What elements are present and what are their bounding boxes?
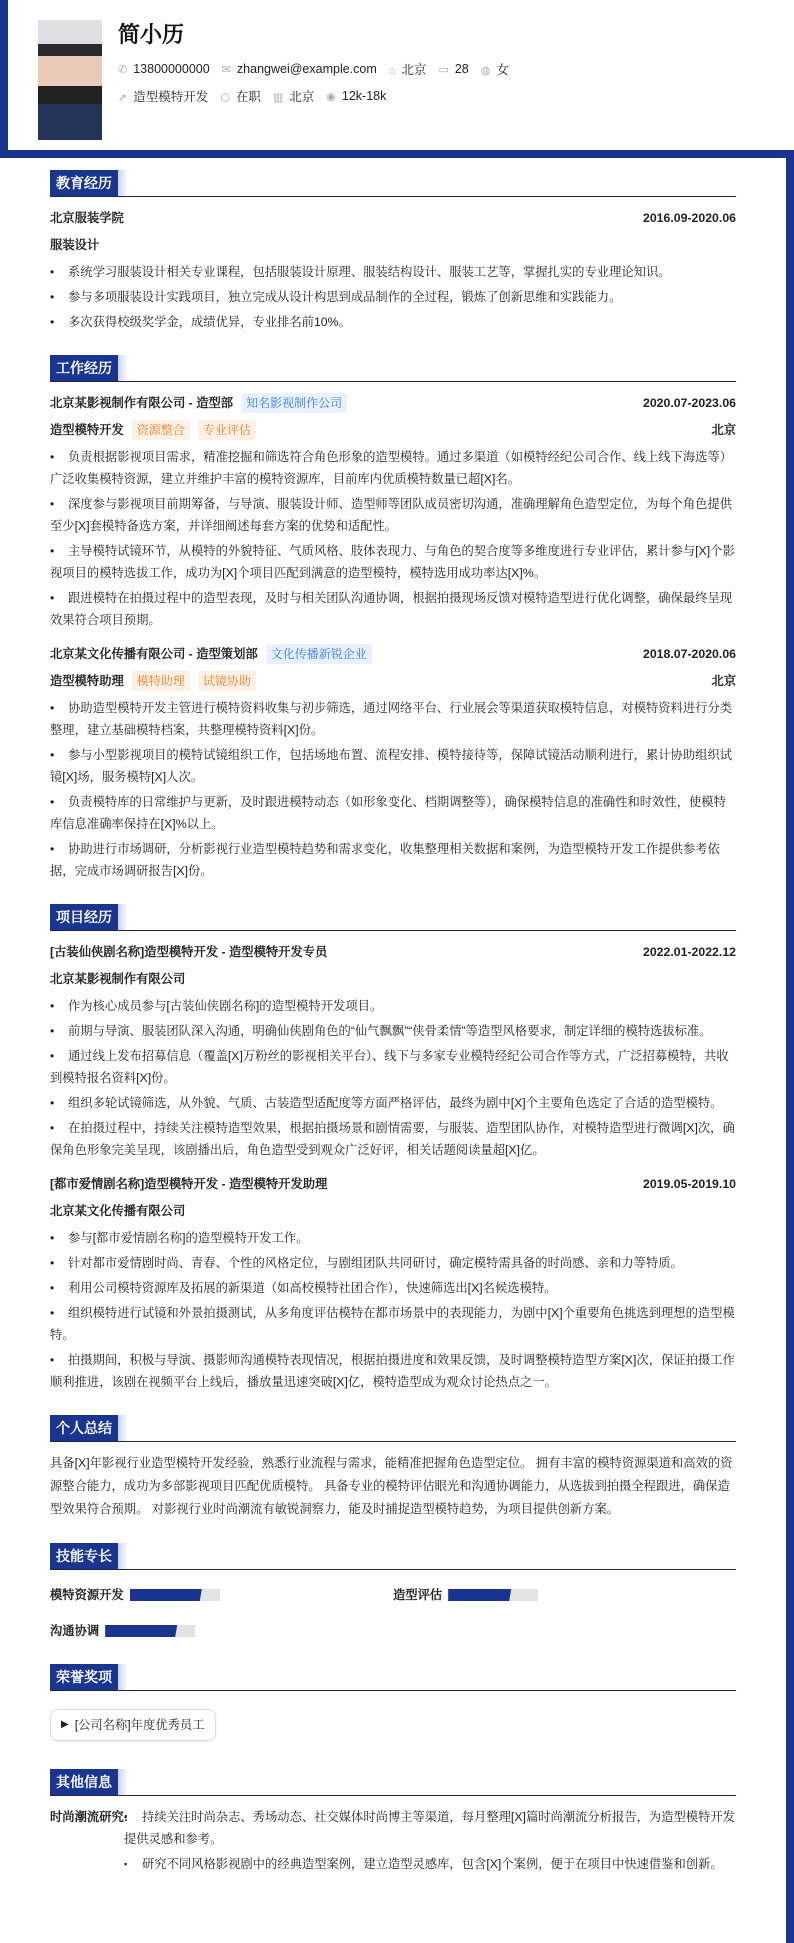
triangle-right-icon: ▶ <box>61 1719 69 1730</box>
salary-icon: ◉ <box>326 91 336 103</box>
phone-icon: ✆ <box>118 64 128 76</box>
education-row: 北京服装学院 2016.09-2020.06 <box>50 211 736 225</box>
list-item: • 组织多轮试镜筛选，从外貌、气质、古装造型适配度等方面严格评估，最终为剧中[X]个主要角色选定了合适的造型模特。 <box>50 1092 736 1114</box>
contact-gender: ◍ 女 <box>480 63 509 77</box>
mail-icon: ✉ <box>221 64 231 76</box>
skill-item: 沟通协调 <box>50 1620 393 1642</box>
list-item: • 参与[都市爱情剧名称]的造型模特开发工作。 <box>50 1227 736 1249</box>
project-date: 2019.05-2019.10 <box>643 1177 736 1191</box>
home-icon: ⌂ <box>388 65 396 77</box>
education-bullets <box>50 261 736 333</box>
list-item: • 前期与导演、服装团队深入沟通，明确仙侠剧角色的“仙气飘飘”“侠骨柔情”等造型风格要求，制定详细的模特选拔标准。 <box>50 1020 736 1042</box>
list-item: • 负责根据影视项目需求，精准挖掘和筛选符合角色形象的造型模特。通过多渠道（如模特经纪公司合作、线上线下海选等）广泛收集模特资源，建立并维护丰富的模特资源库，目前库内优质模特数量已超[X]名。 <box>50 446 736 490</box>
intent-row <box>118 87 386 105</box>
project-entry <box>50 941 736 1161</box>
other-info <box>50 1806 736 1878</box>
list-item: • 多次获得校级奖学金，成绩优异，专业排名前10%。 <box>50 311 736 333</box>
company-tag: 文化传播新锐企业 <box>266 644 372 664</box>
status-icon: ⬡ <box>220 92 230 104</box>
role: 造型模特助理 <box>50 674 124 688</box>
list-item: • 作为核心成员参与[古装仙侠剧名称]的造型模特开发项目。 <box>50 995 736 1017</box>
intent-city: ▥ 北京 <box>272 90 315 104</box>
list-item: • 参与多项服装设计实践项目，独立完成从设计构思到成品制作的全过程，锻炼了创新思维和实践能力。 <box>50 286 736 308</box>
contact-email: ✉ zhangwei@example.com <box>221 62 377 76</box>
project-company: 北京某影视制作有限公司 <box>50 972 186 986</box>
work-city: 北京 <box>711 674 736 688</box>
avatar-photo <box>38 20 102 140</box>
list-item: • 通过线上发布招募信息（覆盖[X]万粉丝的影视相关平台）、线下与多家专业模特经纪公司合作等方式，广泛招募模特，共收到模特报名资料[X]份。 <box>50 1045 736 1089</box>
frame-right-border <box>786 150 794 1943</box>
work-city: 北京 <box>711 423 736 437</box>
list-item: • 主导模特试镜环节，从模特的外貌特征、气质风格、肢体表现力、与角色的契合度等多维度进行专业评估，累计参与[X]个影视项目的模特选拔工作，成功为[X]个项目匹配到满意的造型模特，模特选用成功率达[X]%。 <box>50 540 736 584</box>
list-item: • 利用公司模特资源库及拓展的新渠道（如高校模特社团合作），快速筛选出[X]名候选模特。 <box>50 1277 736 1299</box>
list-item: • 针对都市爱情剧时尚、青春、个性的风格定位，与剧组团队共同研讨，确定模特需具备的时尚感、亲和力等特质。 <box>50 1252 736 1274</box>
skill-item: 造型评估 <box>393 1584 736 1606</box>
company-name: 北京某文化传播有限公司 - 造型策划部 <box>50 647 258 661</box>
resume-body <box>50 170 736 1878</box>
list-item: • 组织模特进行试镜和外景拍摄测试，从多角度评估模特在都市场景中的表现能力，为剧中[X]个重要角色挑选到理想的造型模特。 <box>50 1302 736 1346</box>
skill-bar-fill <box>448 1589 511 1601</box>
company-tag: 知名影视制作公司 <box>241 393 347 413</box>
list-item: ▪ 持续关注时尚杂志、秀场动态、社交媒体时尚博主等渠道，每月整理[X]篇时尚潮流分析报告，为造型模特开发提供灵感和参考。 <box>124 1806 736 1850</box>
age-icon: ▭ <box>438 64 449 76</box>
send-icon: ➚ <box>118 92 128 104</box>
list-item: • 参与小型影视项目的模特试镜组织工作，包括场地布置、流程安排、模特接待等，保障试镜活动顺利进行，累计协助组织试镜[X]场，服务模特[X]人次。 <box>50 744 736 788</box>
skill-tag: 资源整合 <box>132 420 190 440</box>
skill-bar-fill <box>130 1589 202 1601</box>
skill-bar <box>448 1589 538 1601</box>
education-major: 服装设计 <box>50 238 100 252</box>
contact-row <box>118 60 509 78</box>
intent-status: ⬡ 在职 <box>220 90 261 104</box>
summary-text: 具备[X]年影视行业造型模特开发经验，熟悉行业流程与需求，能精准把握角色造型定位。 拥有丰富的模特资源渠道和高效的资源整合能力，成功为多部影视项目匹配优质模特。 具备专业的模特评估眼光和沟通协调能力，从选拔到拍摄全程跟进，确保造型效果符合预期。 对影视行业时尚潮流有敏锐洞察力，能及时捕捉造型模特趋势，为项目提供创新方案。 <box>50 1456 733 1516</box>
work-date: 2018.07-2020.06 <box>643 647 736 661</box>
candidate-name: 简小历 <box>118 22 185 47</box>
skill-bar-fill <box>105 1625 177 1637</box>
project-company: 北京某文化传播有限公司 <box>50 1204 186 1218</box>
skill-bar <box>105 1625 195 1637</box>
skill-tag: 模特助理 <box>132 671 190 691</box>
project-title: [古装仙侠剧名称]造型模特开发 - 造型模特开发专员 <box>50 945 328 959</box>
section-other: 其他信息 <box>50 1769 736 1796</box>
project-title: [都市爱情剧名称]造型模特开发 - 造型模特开发助理 <box>50 1177 328 1191</box>
other-label: 时尚潮流研究: <box>50 1810 128 1824</box>
section-projects: 项目经历 <box>50 904 736 931</box>
list-item: • 在拍摄过程中，持续关注模特造型效果，根据拍摄场景和剧情需要，与服装、造型团队协作，对模特造型进行微调[X]次，确保角色形象完美呈现，该剧播出后，角色造型受到观众广泛好评，相关话题阅读量超[X]亿。 <box>50 1117 736 1161</box>
skill-tag: 试镜协助 <box>198 671 256 691</box>
project-date: 2022.01-2022.12 <box>643 945 736 959</box>
contact-city: ⌂ 北京 <box>388 63 427 77</box>
resume-header <box>0 0 794 158</box>
work-entry <box>50 643 736 882</box>
contact-age: ▭ 28 <box>438 62 469 76</box>
list-item: • 系统学习服装设计相关专业课程，包括服装设计原理、服装结构设计、服装工艺等，掌握扎实的专业理论知识。 <box>50 261 736 283</box>
section-work: 工作经历 <box>50 355 736 382</box>
skill-tag: 专业评估 <box>198 420 256 440</box>
list-item: • 跟进模特在拍摄过程中的造型表现，及时与相关团队沟通协调，根据拍摄现场反馈对模特造型进行优化调整，确保最终呈现效果符合项目预期。 <box>50 587 736 631</box>
work-entry <box>50 392 736 631</box>
list-item: ▪ 研究不同风格影视剧中的经典造型案例，建立造型灵感库，包含[X]个案例，便于在项目中快速借鉴和创新。 <box>124 1853 736 1875</box>
section-skills: 技能专长 <box>50 1543 736 1570</box>
skill-item: 模特资源开发 <box>50 1584 393 1606</box>
project-entry <box>50 1173 736 1393</box>
list-item: • 协助进行市场调研，分析影视行业造型模特趋势和需求变化，收集整理相关数据和案例，为造型模特开发工作提供参考依据，完成市场调研报告[X]份。 <box>50 838 736 882</box>
role: 造型模特开发 <box>50 423 124 437</box>
award-item: ▶ [公司名称]年度优秀员工 <box>50 1709 216 1741</box>
list-item: • 深度参与影视项目前期筹备，与导演、服装设计师、造型师等团队成员密切沟通，准确理解角色造型定位，为每个角色提供至少[X]套模特备选方案，并详细阐述每套方案的优势和适配性。 <box>50 493 736 537</box>
list-item: • 负责模特库的日常维护与更新，及时跟进模特动态（如形象变化、档期调整等），确保模特信息的准确性和时效性，使模特库信息准确率保持在[X]%以上。 <box>50 791 736 835</box>
company-name: 北京某影视制作有限公司 - 造型部 <box>50 396 234 410</box>
gender-icon: ◍ <box>480 65 491 77</box>
section-summary: 个人总结 <box>50 1415 736 1442</box>
building-icon: ▥ <box>272 92 284 104</box>
list-item: • 拍摄期间，积极与导演、摄影师沟通模特表现情况，根据拍摄进度和效果反馈，及时调整模特造型方案[X]次，保证拍摄工作顺利推进，该剧在视频平台上线后，播放量迅速突破[X]亿，模特造型成为观众讨论热点之一。 <box>50 1349 736 1393</box>
work-date: 2020.07-2023.06 <box>643 396 736 410</box>
skill-bar <box>130 1589 220 1601</box>
intent-salary: ◉ 12k-18k <box>326 89 387 103</box>
list-item: • 协助造型模特开发主管进行模特资料收集与初步筛选，通过网络平台、行业展会等渠道获取模特信息，对模特资料进行分类整理，建立基础模特档案，共整理模特资料[X]份。 <box>50 697 736 741</box>
section-education: 教育经历 <box>50 170 736 197</box>
section-awards: 荣誉奖项 <box>50 1664 736 1691</box>
skills-grid <box>50 1584 736 1642</box>
contact-phone: ✆ 13800000000 <box>118 62 210 76</box>
intent-position: ➚ 造型模特开发 <box>118 90 209 104</box>
